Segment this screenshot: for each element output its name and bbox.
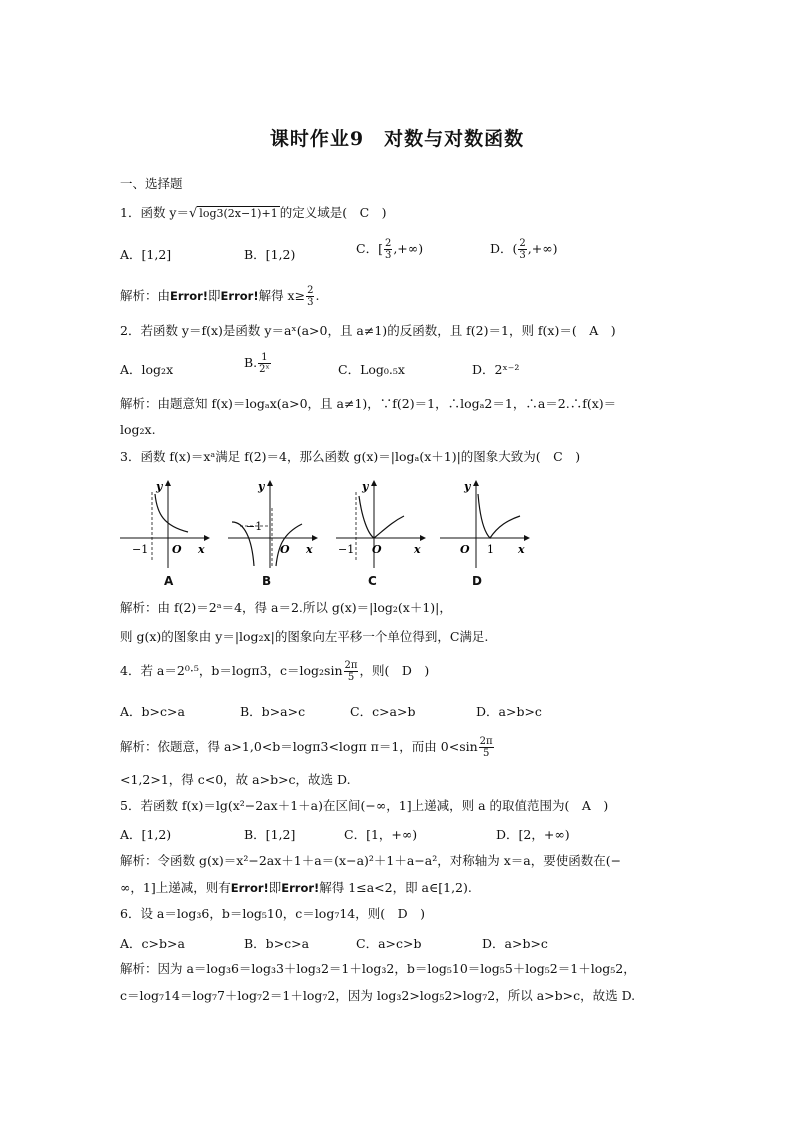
svg-text:O: O xyxy=(372,543,382,556)
graph-label-d: D xyxy=(472,574,482,588)
q4-option-b: B．b>a>c xyxy=(240,704,306,719)
question-3: 3．函数 f(x)＝xᵃ满足 f(2)＝4，那么函数 g(x)＝|logₐ(x＋1)|的图象大致为( C ) xyxy=(120,449,581,464)
question-5: 5．若函数 f(x)＝lg(x²−2ax＋1＋a)在区间(−∞，1]上递减，则 a 的取值范围为( A ) xyxy=(120,798,609,813)
svg-text:x: x xyxy=(306,543,313,556)
svg-text:y: y xyxy=(258,480,265,493)
graph-c xyxy=(334,478,426,570)
q2-option-a: A．log₂x xyxy=(120,362,174,377)
q2-solution-line-1: 解析：由题意知 f(x)＝logₐx(a>0，且 a≠1)，∵f(2)＝1，∴logₐ2＝1，∴a＝2.∴f(x)＝ xyxy=(120,396,617,411)
q5-solution-line-2: ∞，1]上递减，则有Error!即Error!解得 1≤a<2，即 a∈[1,2). xyxy=(120,880,472,895)
graph-label-b: B xyxy=(262,574,272,588)
svg-text:O: O xyxy=(460,543,470,556)
q1-option-b: B．[1,2) xyxy=(244,247,296,262)
section-heading: 一、选择题 xyxy=(120,176,183,191)
svg-text:1: 1 xyxy=(487,543,494,556)
q4-solution-line-2: <1,2>1，得 c<0，故 a>b>c，故选 D. xyxy=(120,772,351,787)
q4-option-a: A．b>c>a xyxy=(120,704,185,719)
q1-option-d: D．( $\frac{2}{3}$ ,+∞) xyxy=(490,238,558,261)
svg-text:−1: −1 xyxy=(338,543,355,556)
svg-text:x: x xyxy=(414,543,421,556)
svg-text:O: O xyxy=(280,543,290,556)
q2-option-b: B. $\frac{1}{\text{2ˣ}}$ xyxy=(244,352,270,375)
q6-solution-line-2: c＝log₇14＝log₇7＋log₇2＝1＋log₇2，因为 log₃2>log₅2>log₇2，所以 a>b>c，故选 D. xyxy=(120,988,636,1003)
svg-text:y: y xyxy=(156,480,163,493)
page-title: 课时作业9 对数与对数函数 xyxy=(269,128,525,150)
graph-b xyxy=(226,478,318,570)
q2-solution-line-2: log₂x. xyxy=(120,422,156,437)
question-2: 2．若函数 y＝f(x)是函数 y＝aˣ(a>0，且 a≠1)的反函数，且 f(2)＝1，则 f(x)＝( A ) xyxy=(120,323,616,338)
q6-option-b: B．b>c>a xyxy=(244,936,310,951)
q1-solution: 解析：由Error!即Error!解得 x≥ $\frac{2}{3}$ . xyxy=(120,285,320,308)
q2-option-d: D．2ˣ⁻² xyxy=(472,362,520,377)
q4-option-c: C．c>a>b xyxy=(350,704,416,719)
svg-text:−1: −1 xyxy=(132,543,149,556)
svg-text:x: x xyxy=(518,543,525,556)
q1-option-c: C．[ $\frac{2}{3}$ ,+∞) xyxy=(356,238,424,261)
q1-option-a: A．[1,2] xyxy=(120,247,172,262)
svg-text:y: y xyxy=(362,480,369,493)
q3-solution-line-1: 解析：由 f(2)＝2ᵃ＝4，得 a＝2.所以 g(x)＝|log₂(x＋1)|， xyxy=(120,600,452,615)
q6-option-d: D．a>b>c xyxy=(482,936,548,951)
q5-option-a: A．[1,2) xyxy=(120,827,172,842)
q5-solution-line-1: 解析：令函数 g(x)＝x²−2ax＋1＋a＝(x−a)²＋1＋a−a²，对称轴为 x＝a，要使函数在(− xyxy=(120,853,622,868)
q6-option-a: A．c>b>a xyxy=(120,936,185,951)
svg-text:O: O xyxy=(172,543,182,556)
question-4: 4．若 a＝2⁰·⁵，b＝logπ3，c＝log₂sin $\frac{2\pi}{5}$ ，则( D ) xyxy=(120,660,430,683)
svg-text:−1: −1 xyxy=(246,520,263,533)
svg-text:y: y xyxy=(464,480,471,493)
svg-text:x: x xyxy=(198,543,205,556)
q5-option-c: C．[1，+∞) xyxy=(344,827,418,842)
q6-solution-line-1: 解析：因为 a＝log₃6＝log₃3＋log₃2＝1＋log₃2，b＝log₅10＝log₅5＋log₅2＝1＋log₅2， xyxy=(120,961,636,976)
q4-solution-line-1: 解析：依题意，得 a>1,0<b＝logπ3<logπ π＝1，而由 0<sin $\frac{2\pi}{5}$ xyxy=(120,736,493,759)
graph-label-a: A xyxy=(164,574,174,588)
q3-solution-line-2: 则 g(x)的图象由 y＝|log₂x|的图象向左平移一个单位得到，C满足. xyxy=(120,629,489,644)
q5-option-b: B．[1,2] xyxy=(244,827,296,842)
question-1: 1．函数 y＝√ log3(2x−1)+1 的定义域是( C ) xyxy=(120,205,387,221)
graph-d xyxy=(438,478,530,570)
q2-option-c: C．Log₀.₅x xyxy=(338,362,405,377)
q6-option-c: C．a>c>b xyxy=(356,936,422,951)
question-6: 6．设 a＝log₃6，b＝log₅10，c＝log₇14，则( D ) xyxy=(120,906,426,921)
graph-a xyxy=(118,478,210,570)
q4-option-d: D．a>b>c xyxy=(476,704,542,719)
q5-option-d: D．[2，+∞) xyxy=(496,827,570,842)
graph-label-c: C xyxy=(368,574,377,588)
